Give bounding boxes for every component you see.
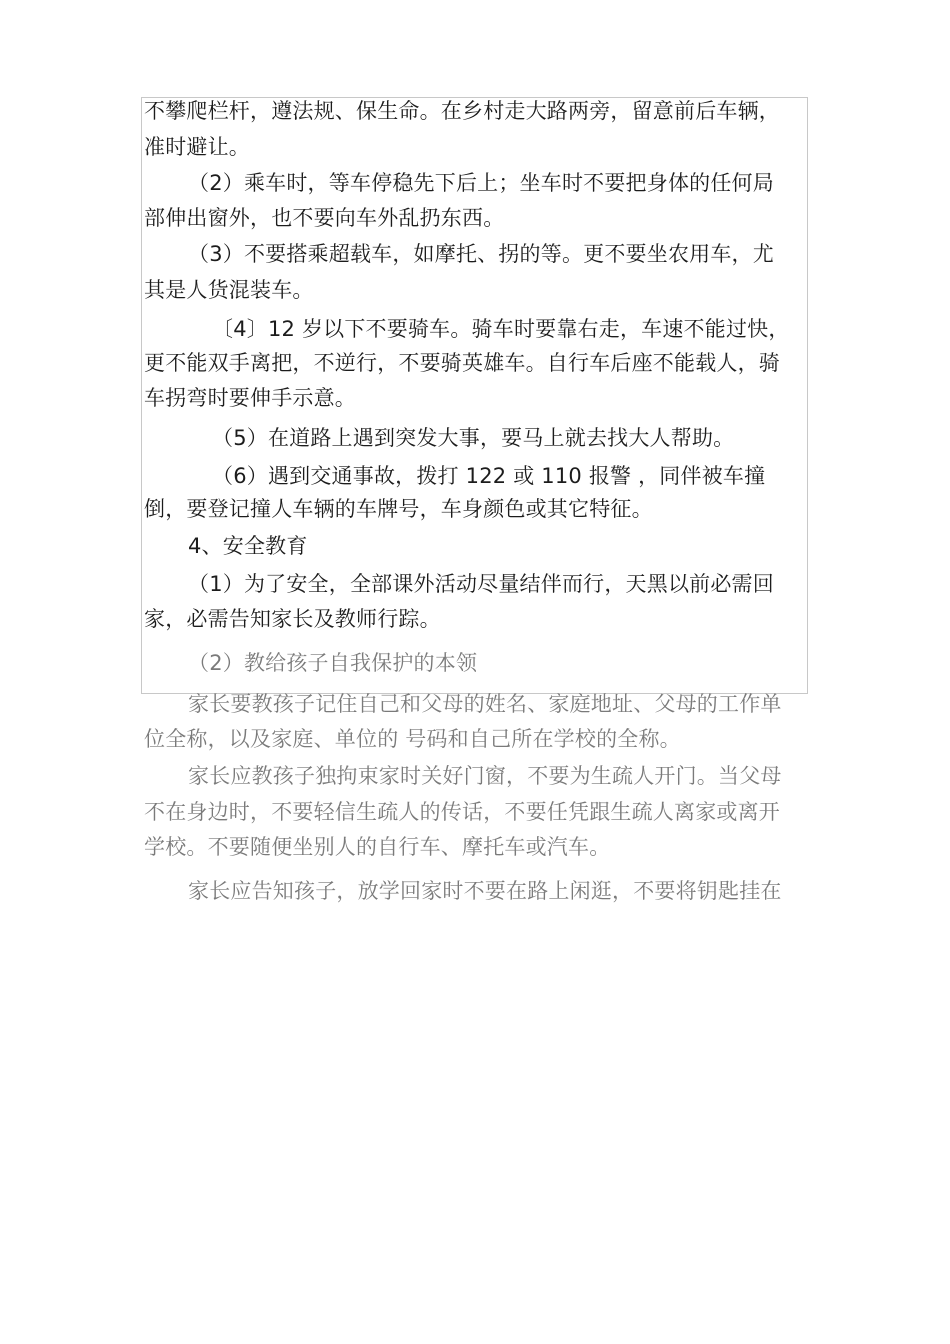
doc-line: 其是人货混装车。 <box>144 278 314 302</box>
doc-line: 学校。不要随便坐别人的自行车、摩托车或汽车。 <box>144 835 611 859</box>
doc-line: （6）遇到交通事故，拨打 122 或 110 报警 ，同伴被车撞 <box>212 464 766 488</box>
section-heading: 4、安全教育 <box>188 534 308 558</box>
doc-line: 更不能双手离把，不逆行，不要骑英雄车。自行车后座不能载人，骑 <box>144 351 780 375</box>
doc-line: （5）在道路上遇到突发大事，要马上就去找大人帮助。 <box>212 426 735 450</box>
doc-line: 部伸出窗外，也不要向车外乱扔东西。 <box>144 206 505 230</box>
doc-line: 家，必需告知家长及教师行踪。 <box>144 607 441 631</box>
doc-line: 家长要教孩子记住自己和父母的姓名、家庭地址、父母的工作单 <box>188 692 782 716</box>
doc-line: 家长应教孩子独拘束家时关好门窗，不要为生疏人开门。当父母 <box>188 764 782 788</box>
doc-line: 准时避让。 <box>144 135 250 159</box>
doc-line: 倒，要登记撞人车辆的车牌号，车身颜色或其它特征。 <box>144 497 653 521</box>
doc-line: （2）乘车时，等车停稳先下后上；坐车时不要把身体的任何局 <box>188 171 774 195</box>
doc-line: 车拐弯时要伸手示意。 <box>144 386 356 410</box>
doc-line: 家长应告知孩子，放学回家时不要在路上闲逛，不要将钥匙挂在 <box>188 879 782 903</box>
doc-line: （1）为了安全，全部课外活动尽量结伴而行，天黑以前必需回 <box>188 572 774 596</box>
doc-line: （3）不要搭乘超载车，如摩托、拐的等。更不要坐农用车，尤 <box>188 242 774 266</box>
doc-line: 〔4〕12 岁以下不要骑车。骑车时要靠右走，车速不能过快， <box>212 317 790 341</box>
doc-line: 不在身边时，不要轻信生疏人的传话，不要任凭跟生疏人离家或离开 <box>144 800 780 824</box>
doc-line: （2）教给孩子自我保护的本领 <box>188 651 478 675</box>
doc-line: 不攀爬栏杆，遵法规、保生命。在乡村走大路两旁，留意前后车辆， <box>144 99 780 123</box>
doc-line: 位全称，以及家庭、单位的 号码和自己所在学校的全称。 <box>144 727 681 751</box>
